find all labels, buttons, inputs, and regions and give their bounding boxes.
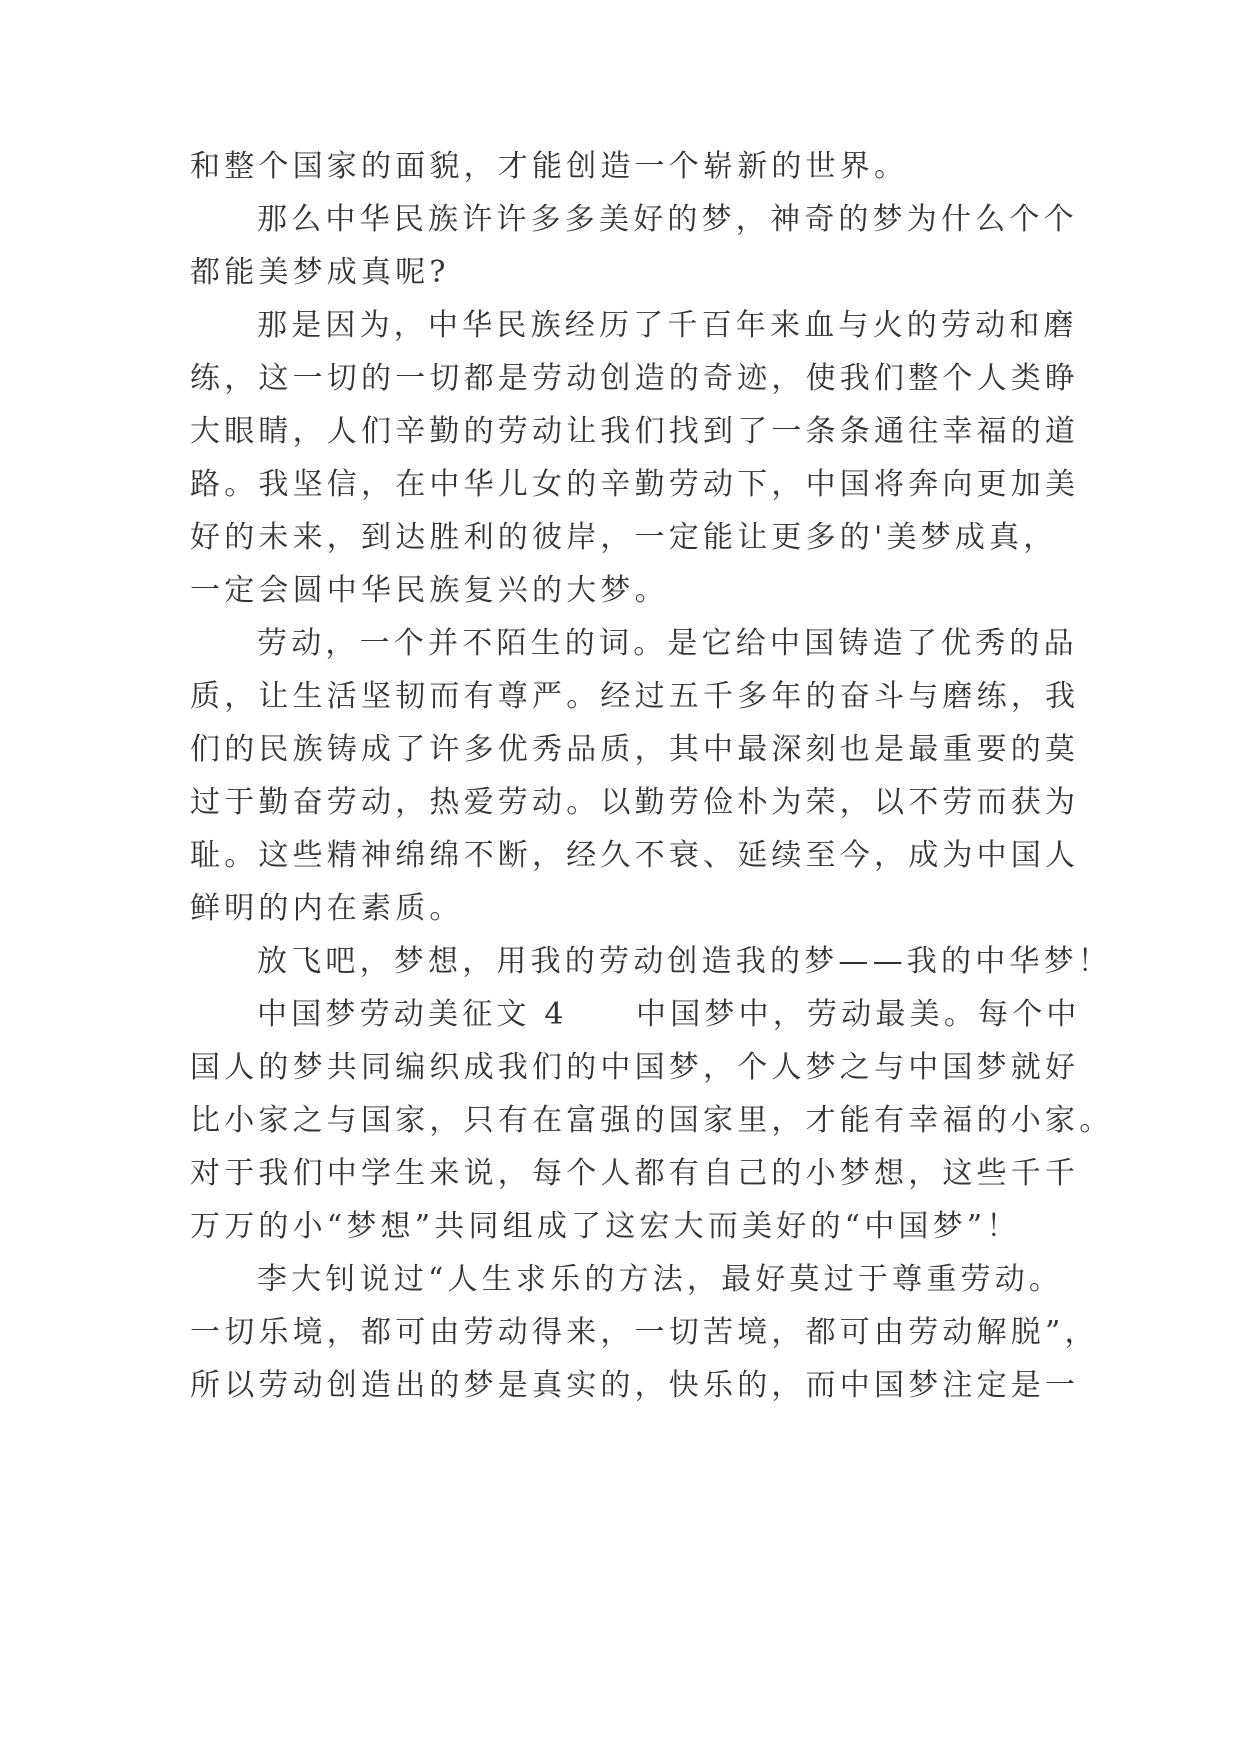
paragraph-start-line: 李大钊说过“人生求乐的方法，最好莫过于尊重劳动。 xyxy=(257,1262,1064,1297)
paragraph-start-line: 那是因为，中华民族经历了千百年来血与火的劳动和磨 xyxy=(257,308,1078,343)
text-line: 对于我们中学生来说，每个人都有自己的小梦想，这些千千 xyxy=(190,1156,1080,1191)
text-line: 大眼睛，人们辛勤的劳动让我们找到了一条条通往幸福的道 xyxy=(190,414,1080,449)
text-line: 所以劳动创造出的梦是真实的，快乐的，而中国梦注定是一 xyxy=(190,1368,1080,1403)
text-line: 耻。这些精神绵绵不断，经久不衰、延续至今，成为中国人 xyxy=(190,838,1080,873)
text-line: 和整个国家的面貌，才能创造一个崭新的世界。 xyxy=(190,149,909,184)
text-line: 好的未来，到达胜利的彼岸，一定能让更多的'美梦成真， xyxy=(190,520,1058,555)
text-line: 一定会圆中华民族复兴的大梦。 xyxy=(190,573,669,608)
text-line: 过于勤奋劳动，热爱劳动。以勤劳俭朴为荣，以不劳而获为 xyxy=(190,785,1080,820)
text-line: 们的民族铸成了许多优秀品质，其中最深刻也是最重要的莫 xyxy=(190,732,1080,767)
text-line: 万万的小“梦想”共同组成了这宏大而美好的“中国梦”！ xyxy=(190,1209,1021,1244)
paragraph-start-line: 那么中华民族许许多多美好的梦，神奇的梦为什么个个 xyxy=(257,202,1078,237)
text-line: 质，让生活坚韧而有尊严。经过五千多年的奋斗与磨练，我 xyxy=(190,679,1080,714)
text-line: 一切乐境，都可由劳动得来，一切苦境，都可由劳动解脱”， xyxy=(190,1315,1099,1350)
text-line: 比小家之与国家，只有在富强的国家里，才能有幸福的小家。 xyxy=(190,1103,1114,1138)
text-line: 路。我坚信，在中华儿女的辛勤劳动下，中国将奔向更加美 xyxy=(190,467,1080,502)
text-line: 都能美梦成真呢? xyxy=(190,255,450,290)
paragraph-start-line: 劳动，一个并不陌生的词。是它给中国铸造了优秀的品 xyxy=(257,626,1078,661)
paragraph-start-line: 中国梦劳动美征文 4 中国梦中，劳动最美。每个中 xyxy=(257,997,1081,1032)
text-line: 练，这一切的一切都是劳动创造的奇迹，使我们整个人类睁 xyxy=(190,361,1080,396)
text-line: 国人的梦共同编织成我们的中国梦，个人梦之与中国梦就好 xyxy=(190,1050,1080,1085)
text-line: 鲜明的内在素质。 xyxy=(190,891,464,926)
paragraph-start-line: 放飞吧，梦想，用我的劳动创造我的梦——我的中华梦！ xyxy=(257,944,1112,979)
